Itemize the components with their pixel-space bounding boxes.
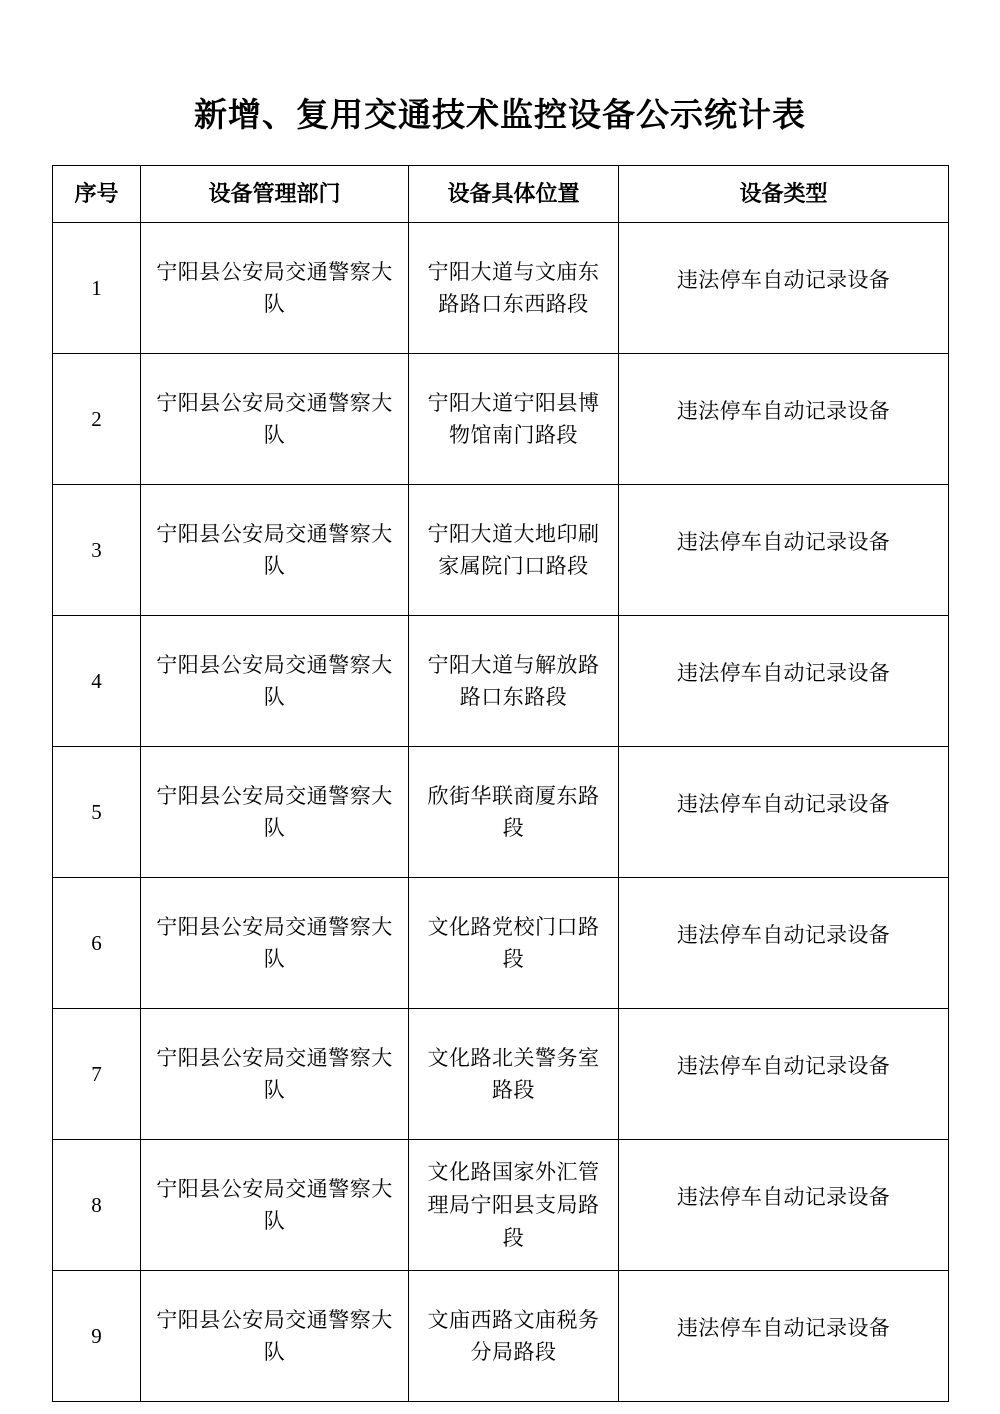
cell-type [619, 1140, 949, 1271]
cell-index: 4 [53, 616, 141, 747]
cell-type-text: 违法停车自动记录设备 [677, 1184, 890, 1209]
cell-type [619, 1271, 949, 1402]
cell-type [619, 747, 949, 878]
cell-location: 文庙西路文庙税务分局路段 [409, 1271, 619, 1402]
cell-location: 宁阳大道大地印刷家属院门口路段 [409, 485, 619, 616]
cell-index: 2 [53, 354, 141, 485]
cell-location: 文化路北关警务室路段 [409, 1009, 619, 1140]
cell-department: 宁阳县公安局交通警察大队 [141, 354, 409, 485]
table-header-row [53, 166, 949, 223]
column-header-location: 设备具体位置 [409, 166, 619, 223]
cell-index: 1 [53, 223, 141, 354]
cell-type-text: 违法停车自动记录设备 [677, 1315, 890, 1340]
cell-department: 宁阳县公安局交通警察大队 [141, 616, 409, 747]
table-header [53, 166, 949, 223]
column-header-index: 序号 [53, 166, 141, 223]
table-row [53, 1140, 949, 1271]
cell-index: 5 [53, 747, 141, 878]
cell-location: 宁阳大道与解放路路口东路段 [409, 616, 619, 747]
cell-department: 宁阳县公安局交通警察大队 [141, 485, 409, 616]
cell-type-text: 违法停车自动记录设备 [677, 398, 890, 423]
table-row [53, 1009, 949, 1140]
column-header-type: 设备类型 [619, 166, 949, 223]
cell-type [619, 616, 949, 747]
table-row [53, 485, 949, 616]
table-body [53, 223, 949, 1402]
cell-department: 宁阳县公安局交通警察大队 [141, 1009, 409, 1140]
cell-type-text: 违法停车自动记录设备 [677, 529, 890, 554]
cell-type [619, 354, 949, 485]
table-row [53, 1271, 949, 1402]
cell-department: 宁阳县公安局交通警察大队 [141, 747, 409, 878]
monitoring-equipment-table [52, 165, 949, 1402]
cell-department: 宁阳县公安局交通警察大队 [141, 878, 409, 1009]
column-header-department: 设备管理部门 [141, 166, 409, 223]
table-row [53, 878, 949, 1009]
cell-department: 宁阳县公安局交通警察大队 [141, 1271, 409, 1402]
cell-location: 文化路党校门口路段 [409, 878, 619, 1009]
cell-type [619, 485, 949, 616]
cell-type-text: 违法停车自动记录设备 [677, 267, 890, 292]
cell-location: 欣街华联商厦东路段 [409, 747, 619, 878]
cell-type [619, 878, 949, 1009]
cell-type-text: 违法停车自动记录设备 [677, 1053, 890, 1078]
cell-type [619, 1009, 949, 1140]
cell-location: 宁阳大道宁阳县博物馆南门路段 [409, 354, 619, 485]
cell-type-text: 违法停车自动记录设备 [677, 922, 890, 947]
cell-type [619, 223, 949, 354]
table-row [53, 747, 949, 878]
cell-index: 3 [53, 485, 141, 616]
cell-index: 9 [53, 1271, 141, 1402]
table-row [53, 223, 949, 354]
cell-department: 宁阳县公安局交通警察大队 [141, 223, 409, 354]
cell-department: 宁阳县公安局交通警察大队 [141, 1140, 409, 1271]
table-container [52, 165, 948, 1402]
cell-type-text: 违法停车自动记录设备 [677, 791, 890, 816]
cell-index: 6 [53, 878, 141, 1009]
table-row [53, 354, 949, 485]
cell-index: 8 [53, 1140, 141, 1271]
page-title: 新增、复用交通技术监控设备公示统计表 [194, 98, 806, 134]
cell-type-text: 违法停车自动记录设备 [677, 660, 890, 685]
cell-location: 文化路国家外汇管理局宁阳县支局路段 [409, 1140, 619, 1271]
cell-location: 宁阳大道与文庙东路路口东西路段 [409, 223, 619, 354]
table-row [53, 616, 949, 747]
cell-index: 7 [53, 1009, 141, 1140]
